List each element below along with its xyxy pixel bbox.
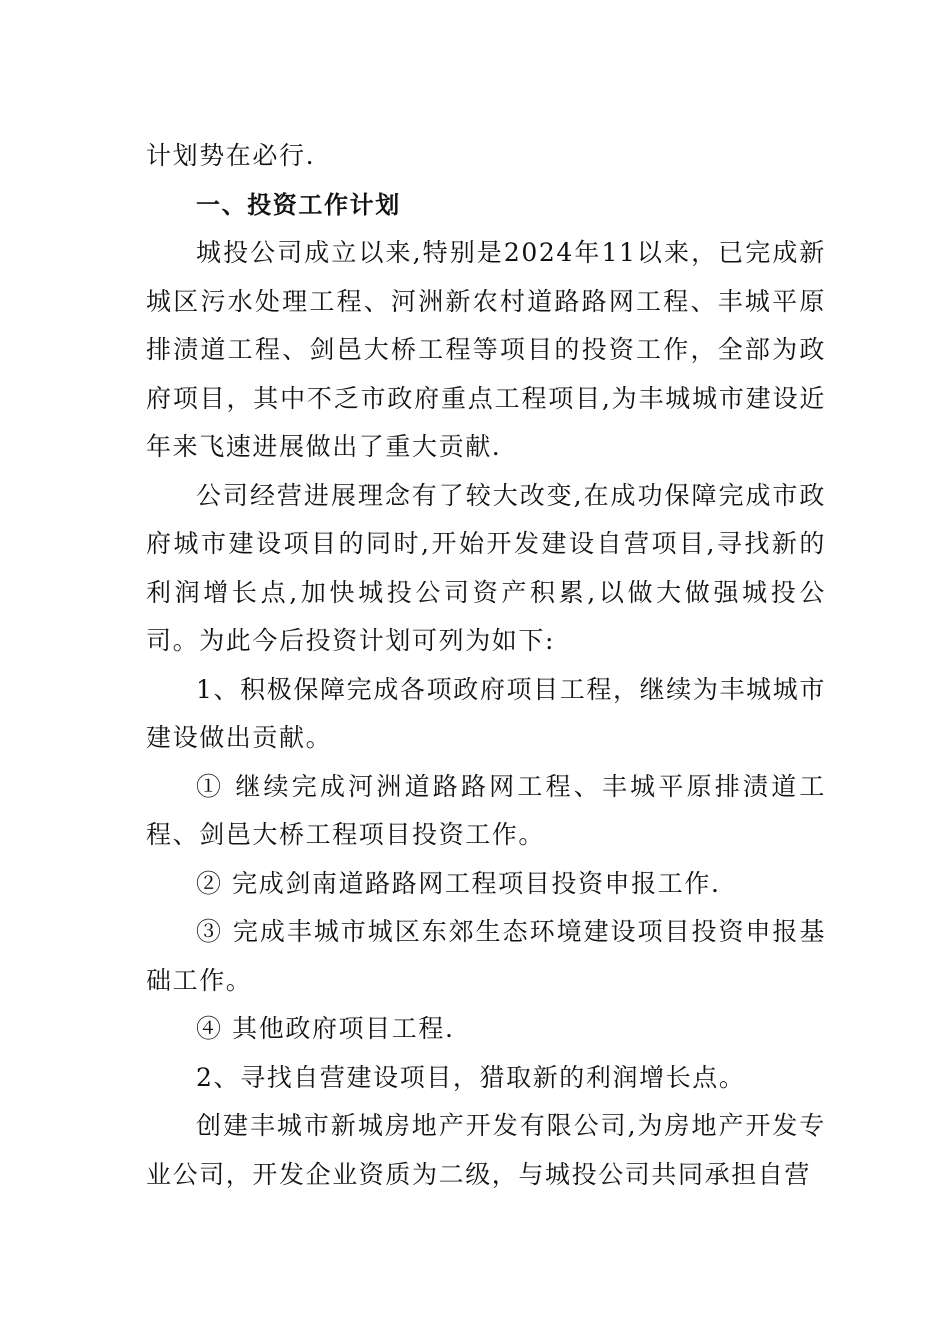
- list-subitem: ④ 其他政府项目工程.: [196, 1014, 455, 1043]
- list-subitem: ② 完成剑南道路路网工程项目投资申报工作.: [196, 868, 721, 898]
- list-subitem: ① 继续完成河洲道路路网工程、丰城平原排渍道工程、剑邑大桥工程项目投资工作。: [146, 771, 826, 849]
- paragraph: 公司经营进展理念有了较大改变,在成功保障完成市政府城市建设项目的同时,开始开发建设自营项目,寻找新的利润增长点,加快城投公司资产积累,以做大做强城投公司。为此今后投资计划可列为如下:: [146, 480, 826, 655]
- list-subitem: ③ 完成丰城市城区东郊生态环境建设项目投资申报基础工作。: [146, 917, 826, 995]
- paragraph-continuation: 计划势在必行.: [146, 141, 316, 170]
- document-body: [146, 132, 826, 1199]
- section-heading: 一、投资工作计划: [196, 190, 401, 219]
- list-item: 1、积极保障完成各项政府项目工程，继续为丰城城市建设做出贡献。: [146, 674, 826, 752]
- paragraph: 创建丰城市新城房地产开发有限公司,为房地产开发专业公司，开发企业资质为二级，与城投公司共同承担自营: [146, 1111, 826, 1189]
- paragraph: 城投公司成立以来,特别是2024年11以来，已完成新城区污水处理工程、河洲新农村道路路网工程、丰城平原排渍道工程、剑邑大桥工程等项目的投资工作，全部为政府项目，其中不乏市政府重点工程项目,为丰城城市建设近年来飞速进展做出了重大贡献.: [146, 238, 826, 461]
- list-item: 2、寻找自营建设项目，猎取新的利润增长点。: [196, 1062, 746, 1092]
